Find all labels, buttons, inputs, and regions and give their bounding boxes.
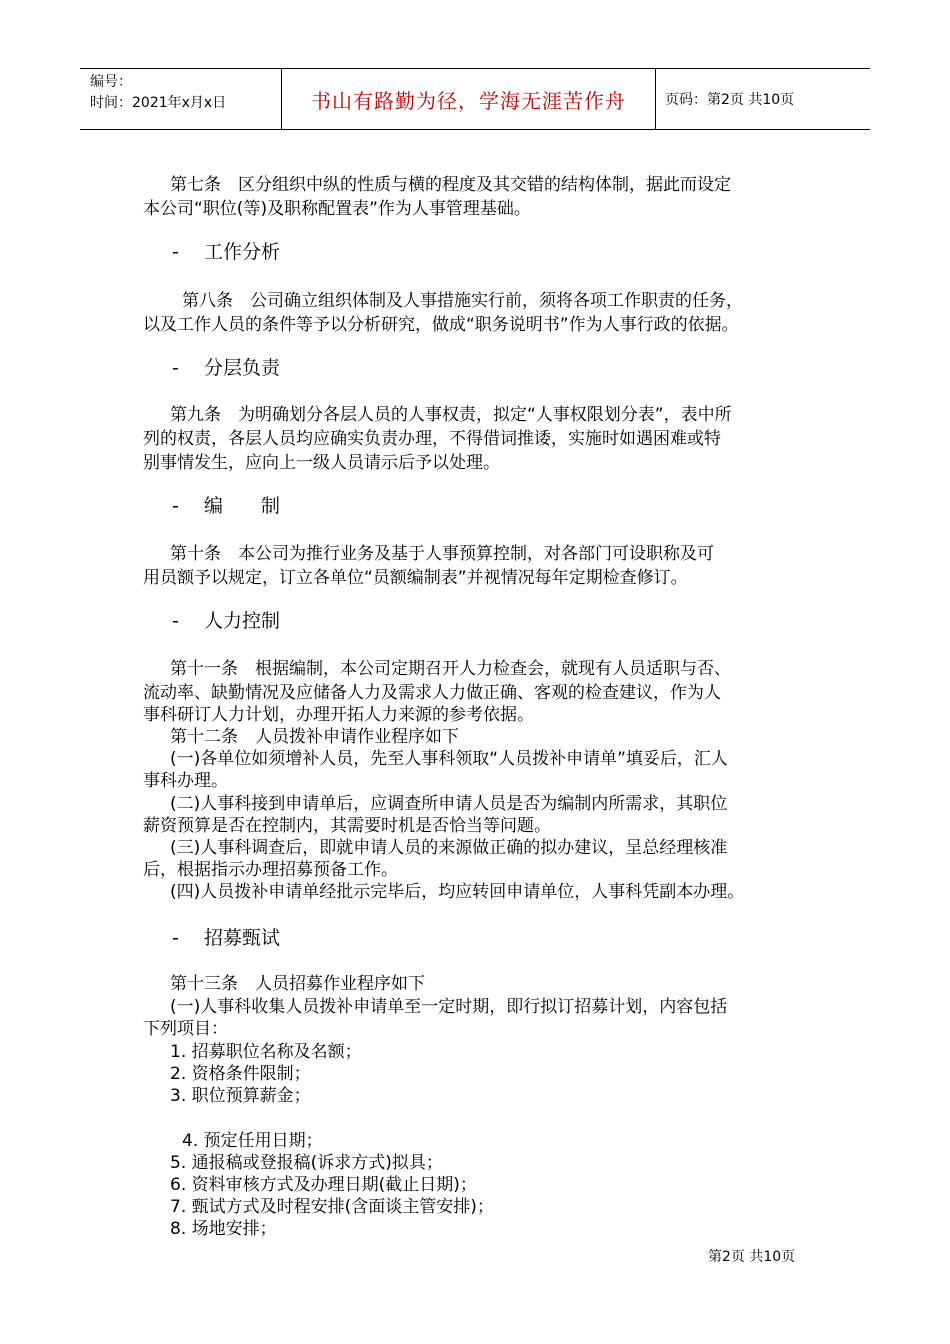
article-10-line-2: 用员额予以规定，订立各单位“员额编制表”并视情况每年定期检查修订。	[143, 568, 688, 588]
section-title: 编 制	[204, 495, 281, 517]
list-item-4: 4. 预定任用日期；	[182, 1131, 323, 1151]
header-motto: 书山有路勤为径，学海无涯苦作舟	[311, 88, 626, 113]
article-12-item-3-line-1: (三)人事科调查后，即就申请人员的来源做正确的拟办建议，呈总经理核准	[170, 838, 728, 858]
section-dash: -	[172, 495, 179, 517]
list-item-8: 8. 场地安排；	[170, 1219, 277, 1239]
article-9-line-2: 列的权责，各层人员均应确实负责办理，不得借词推诿，实施时如遇困难或特	[143, 429, 721, 449]
section-heading	[172, 926, 280, 950]
header-page-label: 页码：第2页 共10页	[665, 92, 795, 108]
header-divider	[655, 69, 656, 129]
article-8-line-2: 以及工作人员的条件等予以分析研究，做成“职务说明书”作为人事行政的依据。	[143, 315, 739, 335]
section-heading	[172, 356, 280, 380]
article-10-line-1: 第十条 本公司为推行业务及基于人事预算控制，对各部门可设职称及可	[170, 544, 714, 564]
list-item-7: 7. 甄试方式及时程安排(含面谈主管安排)；	[170, 1197, 494, 1217]
article-12-item-1-line-2: 事科办理。	[143, 771, 228, 791]
section-title: 人力控制	[204, 610, 281, 632]
article-9-line-3: 别事情发生，应向上一级人员请示后予以处理。	[143, 453, 500, 473]
article-9-line-1: 第九条 为明确划分各层人员的人事权责，拟定“人事权限划分表”，表中所	[170, 405, 732, 425]
article-12-line-1: 第十二条 人员拨补申请作业程序如下	[170, 727, 459, 747]
list-item-6: 6. 资料审核方式及办理日期(截止日期)；	[170, 1175, 477, 1195]
header-left-cell	[90, 72, 226, 114]
page-footer: 第2页 共10页	[708, 1249, 796, 1265]
section-title: 工作分析	[204, 241, 281, 263]
section-heading	[172, 240, 280, 264]
article-13-line-1: 第十三条 人员招募作业程序如下	[170, 974, 425, 994]
section-dash: -	[172, 927, 179, 949]
article-7-line-1: 第七条 区分组织中纵的性质与横的程度及其交错的结构体制，据此而设定	[170, 175, 731, 195]
time-label: 时间：2021年x月x日	[90, 95, 227, 111]
article-8-line-1: 第八条 公司确立组织体制及人事措施实行前，须将各项工作职责的任务，	[182, 291, 743, 311]
article-12-item-3-line-2: 后，根据指示办理招募预备工作。	[143, 860, 398, 880]
section-dash: -	[172, 357, 179, 379]
section-heading	[172, 494, 280, 518]
article-12-item-2-line-2: 薪资预算是否在控制内，其需要时机是否恰当等问题。	[143, 816, 551, 836]
article-13-item-1-line-1: (一)人事科收集人员拨补申请单至一定时期，即行拟订招募计划，内容包括	[170, 997, 728, 1017]
list-item-3: 3. 职位预算薪金；	[170, 1086, 311, 1106]
list-item-1: 1. 招募职位名称及名额；	[170, 1042, 362, 1062]
article-11-line-3: 事科研订人力计划，办理开拓人力来源的参考依据。	[143, 705, 534, 725]
article-12-item-2-line-1: (二)人事科接到申请单后，应调查所申请人员是否为编制内所需求，其职位	[170, 794, 728, 814]
article-7-line-2: 本公司“职位(等)及职称配置表”作为人事管理基础。	[143, 199, 531, 219]
section-heading	[172, 609, 280, 633]
number-label: 编号：	[90, 74, 132, 90]
section-dash: -	[172, 610, 179, 632]
article-12-item-4: (四)人员拨补申请单经批示完毕后，均应转回申请单位，人事科凭副本办理。	[170, 882, 745, 902]
article-11-line-1: 第十一条 根据编制，本公司定期召开人力检查会，就现有人员适职与否、	[170, 659, 731, 679]
section-dash: -	[172, 241, 179, 263]
list-item-5: 5. 通报稿或登报稿(诉求方式)拟具；	[170, 1153, 443, 1173]
section-title: 招募甄试	[204, 927, 281, 949]
list-item-2: 2. 资格条件限制；	[170, 1064, 311, 1084]
section-title: 分层负责	[204, 357, 281, 379]
article-12-item-1-line-1: (一)各单位如须增补人员，先至人事科领取“人员拨补申请单”填妥后，汇人	[170, 749, 728, 769]
page-header	[80, 68, 870, 130]
article-13-item-1-line-2: 下列项目：	[143, 1019, 228, 1039]
article-11-line-2: 流动率、缺勤情况及应储备人力及需求人力做正确、客观的检查建议，作为人	[143, 683, 721, 703]
